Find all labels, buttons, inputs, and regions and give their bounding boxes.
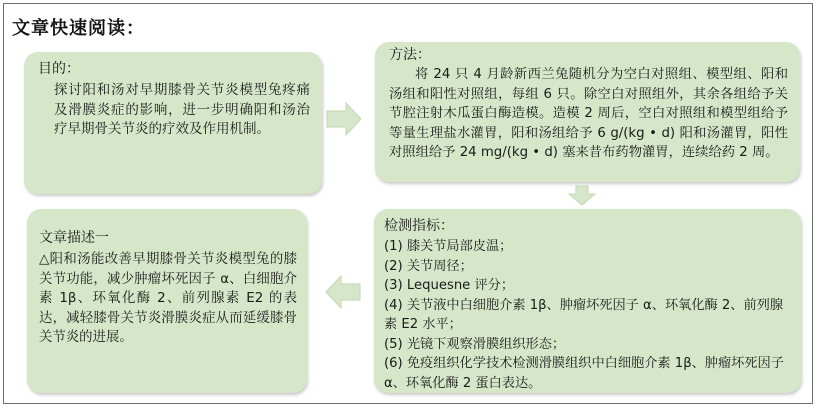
indicator-item: (1) 膝关节局部皮温； xyxy=(384,239,513,254)
method-heading: 方法： xyxy=(389,47,431,63)
indicator-item: (3) Lequesne 评分； xyxy=(384,278,515,293)
method-text: 将 24 只 4 月龄新西兰兔随机分为空白对照组、模型组、阳和汤组和阳性对照组，每组 6 只。除空白对照组外，其余各组给予关节腔注射木瓜蛋白酶造模。造模 2 周后，空白对照组和模型组给予等量生理盐水灌胃，阳和汤组给予 6 g/(kg • d) 阳和汤灌胃，阳性对照组给予 24 mg/(kg • d) 塞来昔布药物灌胃，连续给药 2 周。 xyxy=(389,67,788,160)
arrow-down-icon xyxy=(568,185,596,206)
arrow-left-icon xyxy=(325,274,361,310)
page-title: 文章快速阅读： xyxy=(12,18,145,39)
arrow-right-icon xyxy=(326,101,362,137)
indicator-item: (5) 光镜下观察滑膜组织形态； xyxy=(384,336,566,352)
method-card xyxy=(375,42,800,182)
objective-text: 探讨阳和汤对早期膝骨关节炎模型兔疼痛及滑膜炎症的影响，进一步明确阳和汤治疗早期骨关节炎的疗效及作用机制。 xyxy=(54,82,310,137)
indicator-item: (4) 关节液中白细胞介素 1β、肿瘤坏死因子 α、环氧化酶 2、前列腺素 E2 水平； xyxy=(384,297,784,332)
indicators-heading: 检测指标： xyxy=(384,218,454,234)
description-text: △阳和汤能改善早期膝骨关节炎模型兔的膝关节功能，减少肿瘤坏死因子 α、白细胞介素 1β、环氧化酶 2、前列腺素 E2 的表达，减轻膝骨关节炎滑膜炎症从而延缓膝骨关节炎的进展。 xyxy=(39,252,297,345)
indicator-item: (6) 免疫组织化学技术检测滑膜组织中白细胞介素 1β、肿瘤坏死因子 α、环氧化酶 2 蛋白表达。 xyxy=(384,356,784,391)
description-card xyxy=(27,209,307,393)
description-heading: 文章描述一 xyxy=(39,230,109,246)
objective-card xyxy=(24,52,322,194)
indicators-card xyxy=(374,209,801,393)
indicators-list xyxy=(384,237,791,393)
indicator-item: (2) 关节周径； xyxy=(384,258,473,274)
objective-heading: 目的： xyxy=(38,61,80,77)
